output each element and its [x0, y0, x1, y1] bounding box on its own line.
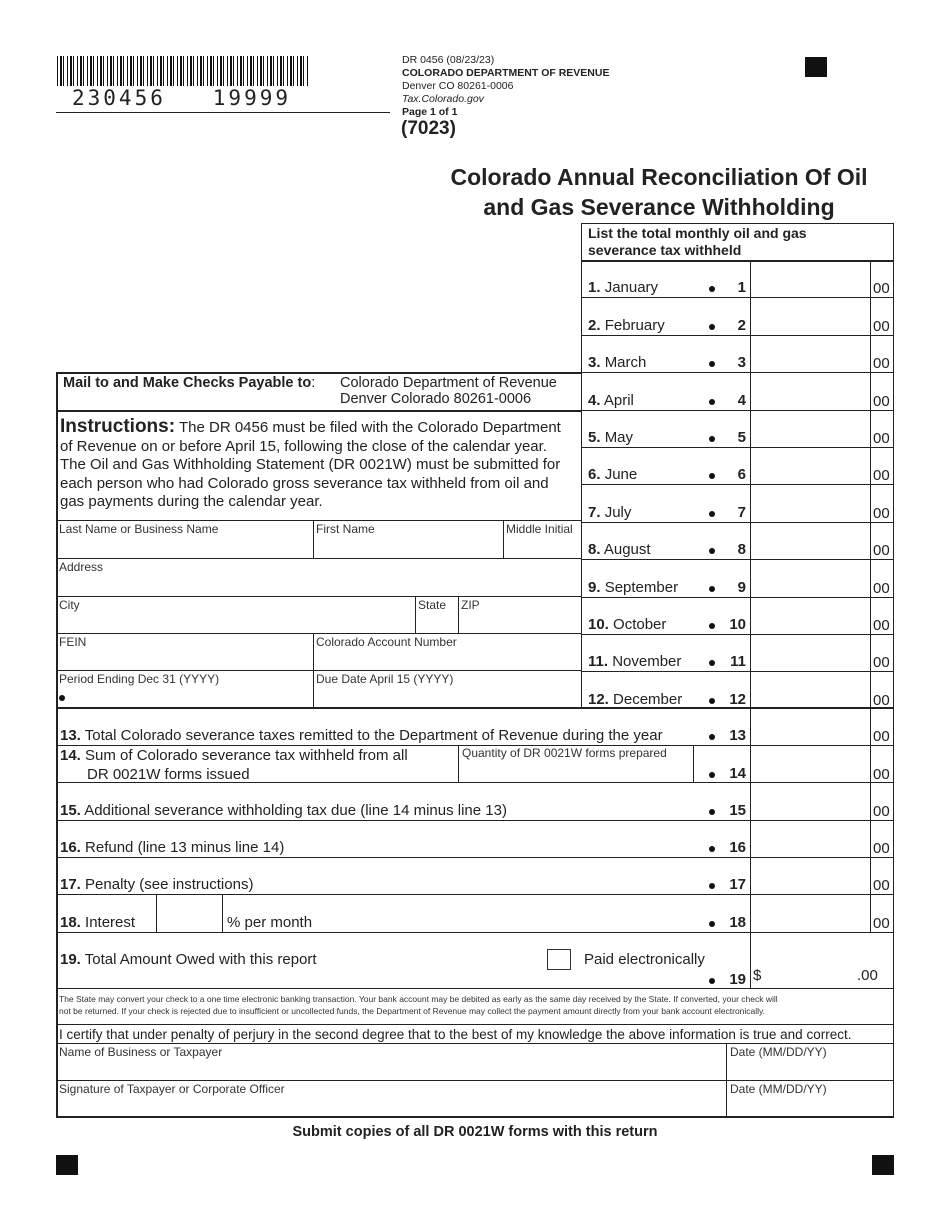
form-code: (7023) [401, 118, 456, 139]
line-number: 6 [737, 466, 746, 483]
line-number: 2 [737, 317, 746, 334]
line-18: 18. Interest [60, 914, 136, 931]
registration-mark [56, 1155, 78, 1175]
cents-label: 00 [873, 505, 890, 522]
barcode-number: 230456 19999 [72, 86, 292, 110]
month-label: 1. January [588, 279, 659, 296]
month-amount-input[interactable] [751, 672, 870, 707]
month-label: 6. June [588, 466, 638, 483]
period-ending-field[interactable]: Period Ending Dec 31 (YYYY) [59, 672, 220, 686]
department-name: COLORADO DEPARTMENT OF REVENUE [402, 67, 610, 79]
month-amount-input[interactable] [751, 298, 870, 333]
month-amount-input[interactable] [751, 373, 870, 408]
page-title: Colorado Annual Reconciliation Of Oil and Gas Severance Withholding [450, 164, 868, 220]
fein-field[interactable]: FEIN [59, 635, 87, 649]
bullet-marker [709, 548, 715, 554]
line-number: 11 [730, 653, 746, 670]
bullet-marker [709, 586, 715, 592]
month-label: 9. September [588, 579, 679, 596]
line-14-amount-input[interactable] [751, 746, 870, 782]
month-amount-input[interactable] [751, 336, 870, 371]
address-field[interactable]: Address [59, 560, 104, 574]
line-number: 4 [737, 392, 746, 409]
last-name-field[interactable]: Last Name or Business Name [59, 522, 219, 536]
cents-label: 00 [873, 318, 890, 335]
line-19: 19. Total Amount Owed with this report [60, 951, 317, 968]
month-label: 8. August [588, 541, 651, 558]
date-field[interactable]: Date (MM/DD/YY) [730, 1045, 827, 1059]
line-16-amount-input[interactable] [751, 821, 870, 857]
dollar-sign: $ [753, 967, 762, 984]
line-13: 13. Total Colorado severance taxes remitted to the Department of Revenue during the year [60, 727, 663, 744]
line-15: 15. Additional severance withholding tax due (line 14 minus line 13) [60, 802, 507, 819]
line-number: 9 [737, 579, 746, 596]
month-amount-input[interactable] [751, 411, 870, 446]
line-15-amount-input[interactable] [751, 783, 870, 819]
month-label: 7. July [588, 504, 632, 521]
cents-label: 00 [873, 280, 890, 297]
bullet-marker [709, 698, 715, 704]
month-amount-input[interactable] [751, 598, 870, 633]
month-amount-input[interactable] [751, 448, 870, 483]
line-number: 7 [737, 504, 746, 521]
zip-field[interactable]: ZIP [461, 598, 480, 612]
month-label: 10. October [588, 616, 667, 633]
mail-address: Colorado Department of Revenue Denver Colorado 80261-0006 [340, 375, 557, 407]
paid-electronically-checkbox[interactable] [547, 949, 571, 970]
month-amount-input[interactable] [751, 560, 870, 595]
bullet-marker [709, 436, 715, 442]
mail-block: Mail to and Make Checks Payable to: [63, 375, 316, 391]
bullet-marker [59, 695, 65, 701]
cents-label: 00 [873, 355, 890, 372]
line-13-amount-input[interactable] [751, 709, 870, 745]
line-number: 5 [737, 429, 746, 446]
line-16: 16. Refund (line 13 minus line 14) [60, 839, 285, 856]
state-field[interactable]: State [418, 598, 447, 612]
barcode [57, 56, 309, 86]
line-number: 12 [729, 691, 746, 708]
bullet-marker [709, 324, 715, 330]
line-number: 8 [737, 541, 746, 558]
check-conversion-notice: The State may convert your check to a one time electronic banking transaction. Your bank account may be debited as early as the same day received by the State. If converted, your check will not be returned. If your check is rejected due to insufficient or uncollected funds, the Department of Revenue may collect the payment amount directly from your bank account electronically. [59, 994, 778, 1016]
cents-label: 00 [873, 393, 890, 410]
middle-initial-field[interactable]: Middle Initial [506, 522, 573, 536]
bullet-marker [709, 361, 715, 367]
due-date-field[interactable]: Due Date April 15 (YYYY) [316, 672, 454, 686]
line-18-amount-input[interactable] [751, 895, 870, 932]
first-name-field[interactable]: First Name [316, 522, 375, 536]
month-label: 11. November [588, 653, 682, 670]
month-label: 5. May [588, 429, 634, 446]
bullet-marker [709, 511, 715, 517]
instructions: Instructions: The DR 0456 must be filed with the Colorado Department of Revenue on or before April 15, following the close of the calendar year. The Oil and Gas Withholding Statement (DR 0021W) must be submitted for each person who had Colorado gross severance tax withheld from oil and gas payments during the calendar year. [60, 416, 561, 510]
month-label: 2. February [588, 317, 665, 334]
interest-rate-input[interactable] [157, 895, 222, 932]
line-number: 1 [737, 279, 746, 296]
month-label: 3. March [588, 354, 647, 371]
quantity-field[interactable]: Quantity of DR 0021W forms prepared [462, 746, 667, 760]
certification: I certify that under penalty of perjury in the second degree that to the best of my knowledge the above information is true and correct. [59, 1027, 852, 1042]
signature-date-field[interactable]: Date (MM/DD/YY) [730, 1082, 827, 1096]
cents-label: 00 [873, 617, 890, 634]
form-id: DR 0456 (08/23/23) [402, 54, 495, 66]
paid-electronically-label: Paid electronically [584, 951, 705, 968]
website: Tax.Colorado.gov [402, 93, 484, 105]
per-month-label: % per month [227, 914, 313, 931]
city-field[interactable]: City [59, 598, 80, 612]
signature-field[interactable]: Signature of Taxpayer or Corporate Officer [59, 1082, 285, 1096]
line-17-amount-input[interactable] [751, 858, 870, 894]
cents-label: 00 [873, 542, 890, 559]
business-name-field[interactable]: Name of Business or Taxpayer [59, 1045, 223, 1059]
cents-label: 00 [873, 580, 890, 597]
bullet-marker [709, 623, 715, 629]
bullet-marker [709, 399, 715, 405]
line-number: 10 [729, 616, 746, 633]
registration-mark [872, 1155, 894, 1175]
cents-label: 00 [873, 692, 890, 709]
footer-note: Submit copies of all DR 0021W forms with this return [292, 1124, 658, 1140]
month-label: 4. April [588, 392, 634, 409]
registration-mark [805, 57, 827, 77]
form-header [402, 54, 609, 119]
monthly-heading: List the total monthly oil and gas severance tax withheld [588, 225, 807, 258]
bullet-marker [709, 286, 715, 292]
line-14: 14. Sum of Colorado severance tax withheld from all DR 0021W forms issued [60, 747, 408, 783]
cents-label: 00 [873, 654, 890, 671]
total-cents: .00 [857, 967, 878, 984]
month-amount-input[interactable] [751, 261, 870, 296]
account-number-field[interactable]: Colorado Account Number [316, 635, 457, 649]
cents-label: 00 [873, 467, 890, 484]
line-number: 3 [737, 354, 746, 371]
bullet-marker [709, 473, 715, 479]
department-city: Denver CO 80261-0006 [402, 80, 514, 92]
month-amount-input[interactable] [751, 485, 870, 520]
month-amount-input[interactable] [751, 635, 870, 670]
cents-label: 00 [873, 430, 890, 447]
month-amount-input[interactable] [751, 523, 870, 558]
line-17: 17. Penalty (see instructions) [60, 876, 254, 893]
bullet-marker [709, 660, 715, 666]
page-number: Page 1 of 1 [402, 106, 458, 118]
month-label: 12. December [588, 691, 683, 708]
